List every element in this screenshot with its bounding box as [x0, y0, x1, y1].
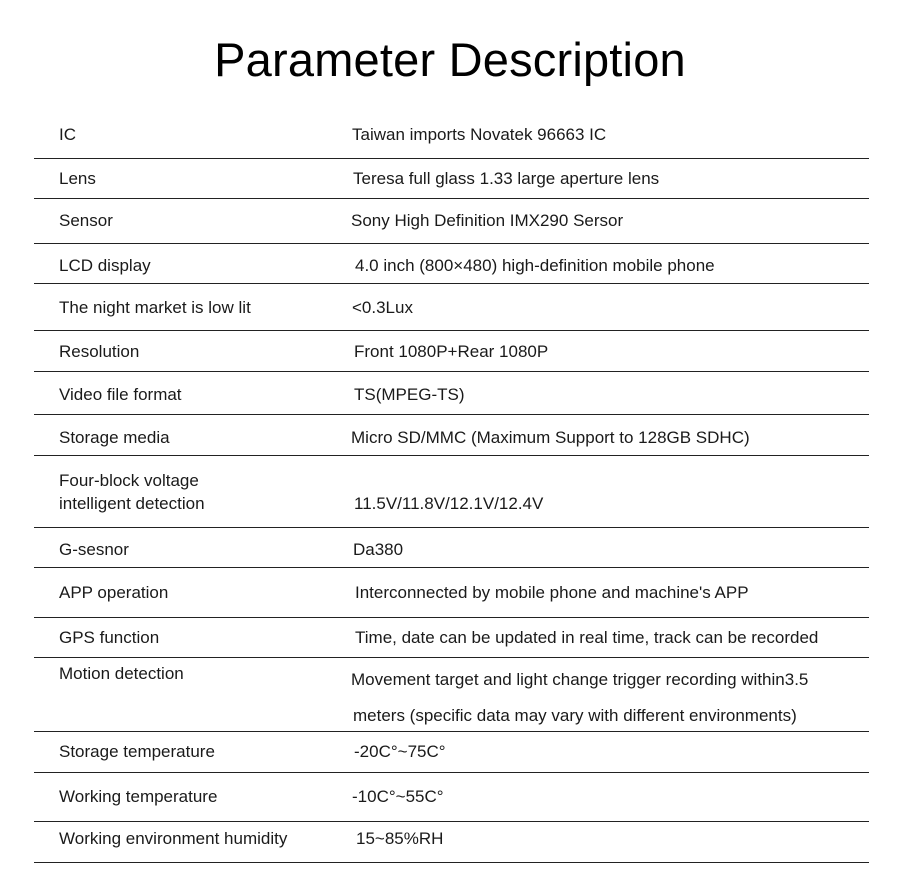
row-value: -10C°~55C° — [352, 787, 444, 806]
table-row — [34, 528, 869, 568]
row-label: IC — [59, 125, 76, 144]
table-row — [34, 244, 869, 284]
row-value: Sony High Definition IMX290 Sersor — [351, 211, 624, 230]
parameter-table — [34, 112, 869, 863]
row-value-line: Movement target and light change trigger recording within3.5 — [351, 670, 809, 689]
table-row — [34, 568, 869, 618]
row-value: Time, date can be updated in real time, track can be recorded — [355, 628, 819, 647]
table-row — [34, 112, 869, 159]
row-value: Front 1080P+Rear 1080P — [354, 342, 549, 361]
row-value-line: meters (specific data may vary with different environments) — [353, 706, 797, 725]
row-label-line: intelligent detection — [59, 494, 205, 513]
page-title: Parameter Description — [214, 33, 686, 86]
table-row — [34, 415, 869, 456]
table-row — [34, 773, 869, 822]
table-row — [34, 284, 869, 331]
row-value: Micro SD/MMC (Maximum Support to 128GB SDHC) — [351, 428, 750, 447]
row-label: Working environment humidity — [59, 829, 288, 848]
row-value: Teresa full glass 1.33 large aperture lens — [353, 169, 660, 188]
row-label: LCD display — [59, 256, 151, 275]
row-value: Da380 — [353, 540, 404, 559]
row-value: -20C°~75C° — [354, 742, 446, 761]
row-label: Video file format — [59, 385, 182, 404]
table-row — [34, 456, 869, 528]
row-label-line: Four-block voltage — [59, 471, 199, 490]
row-label — [59, 469, 205, 515]
row-value: Interconnected by mobile phone and machine's APP — [355, 583, 749, 602]
table-row — [34, 822, 869, 863]
table-row — [34, 372, 869, 415]
row-label: Lens — [59, 169, 96, 188]
row-value: 11.5V/11.8V/12.1V/12.4V — [354, 494, 544, 513]
row-label: Working temperature — [59, 787, 218, 806]
row-value: 4.0 inch (800×480) high-definition mobile phone — [355, 256, 715, 275]
row-value: 15~85%RH — [356, 829, 444, 848]
row-value: TS(MPEG-TS) — [354, 385, 465, 404]
row-label: Storage media — [59, 428, 170, 447]
row-label: Sensor — [59, 211, 113, 230]
table-row — [34, 331, 869, 372]
table-row — [34, 618, 869, 658]
row-label: Motion detection — [59, 664, 184, 683]
row-label: APP operation — [59, 583, 169, 602]
table-row — [34, 658, 869, 732]
row-label: The night market is low lit — [59, 298, 251, 317]
table-row — [34, 732, 869, 773]
row-value: Taiwan imports Novatek 96663 IC — [352, 125, 607, 144]
table-row — [34, 159, 869, 199]
row-label: GPS function — [59, 628, 160, 647]
table-row — [34, 199, 869, 244]
row-value — [351, 662, 808, 734]
row-label: Resolution — [59, 342, 140, 361]
row-value: <0.3Lux — [352, 298, 413, 317]
row-label: Storage temperature — [59, 742, 215, 761]
row-label: G-sesnor — [59, 540, 129, 559]
